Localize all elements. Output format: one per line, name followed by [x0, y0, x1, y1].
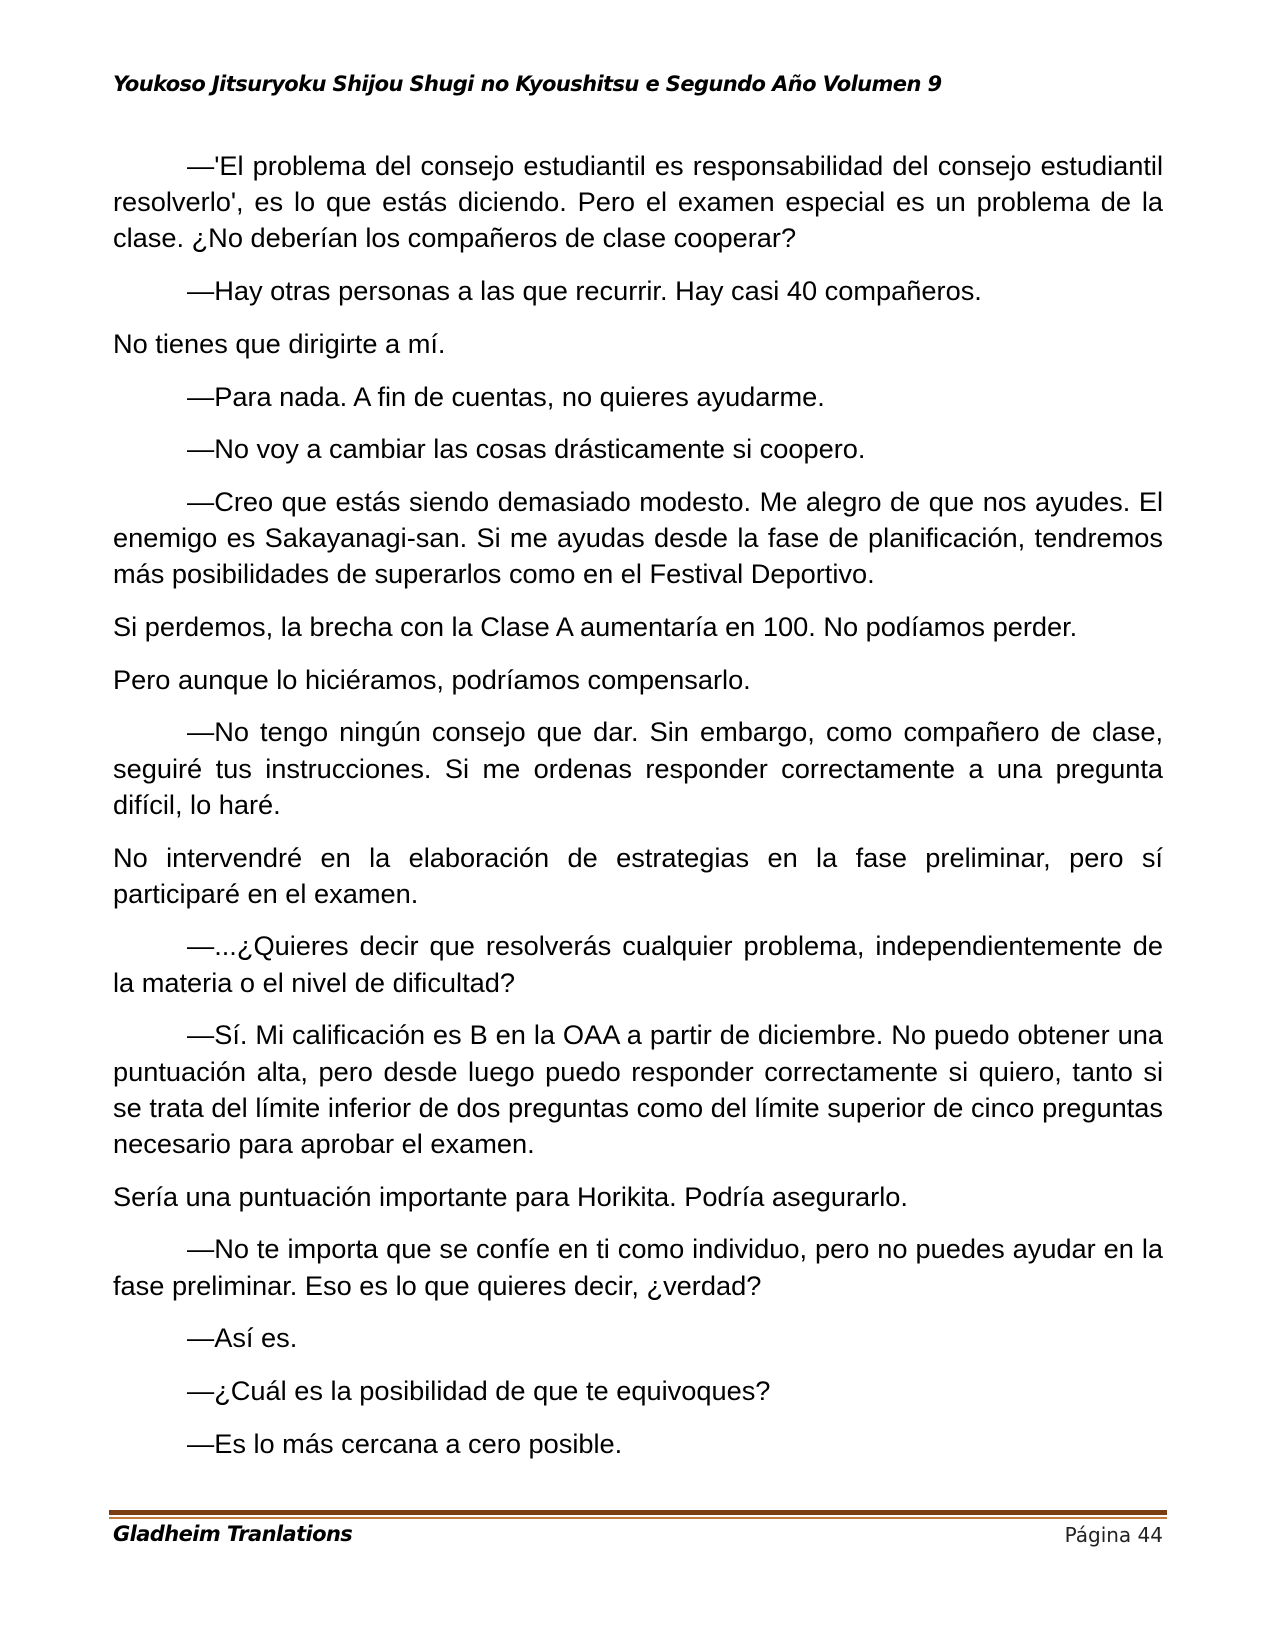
body-text [113, 148, 1163, 1462]
paragraph: —Sí. Mi calificación es B en la OAA a partir de diciembre. No puedo obtener una puntuación alta, pero desde luego puedo responder correctamente si quiero, tanto si se trata del límite inferior de dos preguntas como del límite superior de cinco preguntas necesario para aprobar el examen. [113, 1019, 1163, 1159]
footer-credit: Gladheim Tranlations [113, 1522, 353, 1546]
paragraph: No intervendré en la elaboración de estrategias en la fase preliminar, pero sí participaré en el examen. [113, 841, 1163, 909]
paragraph: —Es lo más cercana a cero posible. [187, 1427, 623, 1459]
footer-rule-thin [109, 1517, 1167, 1519]
paragraph: Si perdemos, la brecha con la Clase A aumentaría en 100. No podíamos perder. [113, 611, 1078, 643]
page-header-title: Youkoso Jitsuryoku Shijou Shugi no Kyoushitsu e Segundo Año Volumen 9 [113, 72, 942, 96]
paragraph: —Para nada. A fin de cuentas, no quieres ayudarme. [187, 380, 825, 412]
footer-rule [109, 1510, 1167, 1519]
paragraph: —No te importa que se confíe en ti como individuo, pero no puedes ayudar en la fase preliminar. Eso es lo que quieres decir, ¿verdad? [113, 1233, 1163, 1301]
paragraph: —Así es. [187, 1322, 298, 1354]
paragraph: —No voy a cambiar las cosas drásticamente si coopero. [187, 433, 866, 465]
paragraph: —Hay otras personas a las que recurrir. Hay casi 40 compañeros. [187, 275, 982, 307]
paragraph: —¿Cuál es la posibilidad de que te equivoques? [187, 1374, 771, 1406]
paragraph: —No tengo ningún consejo que dar. Sin embargo, como compañero de clase, seguiré tus instrucciones. Si me ordenas responder correctamente a una pregunta difícil, lo haré. [113, 716, 1163, 820]
paragraph: —Creo que estás siendo demasiado modesto. Me alegro de que nos ayudes. El enemigo es Sakayanagi-san. Si me ayudas desde la fase de planificación, tendremos más posibilidades de superarlos como en el Festival Deportivo. [113, 485, 1163, 590]
paragraph: —'El problema del consejo estudiantil es responsabilidad del consejo estudiantil resolverlo', es lo que estás diciendo. Pero el examen especial es un problema de la clase. ¿No deberían los compañeros de clase cooperar? [113, 150, 1163, 254]
paragraph: Sería una puntuación importante para Horikita. Podría asegurarlo. [113, 1180, 908, 1212]
page-number-value: 44 [1137, 1523, 1163, 1547]
paragraph: Pero aunque lo hiciéramos, podríamos compensarlo. [113, 663, 751, 695]
page-number [1065, 1523, 1163, 1547]
page-label: Página [1064, 1523, 1132, 1547]
paragraph: —...¿Quieres decir que resolverás cualquier problema, independientemente de la materia o el nivel de dificultad? [113, 930, 1163, 998]
paragraph: No tienes que dirigirte a mí. [113, 327, 446, 359]
